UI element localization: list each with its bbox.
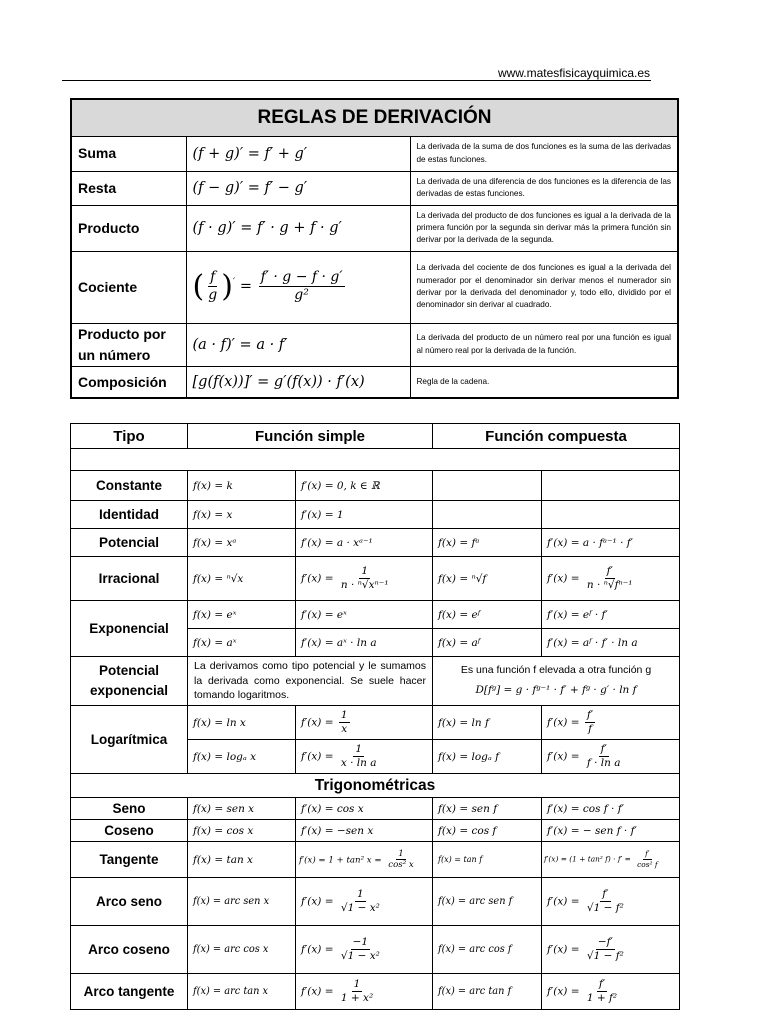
compound-function: f(x) = arc cos f: [433, 926, 542, 974]
type-label: Irracional: [71, 557, 188, 601]
compound-function: f(x) = ⁿ√f: [433, 557, 542, 601]
compound-function: f(x) = arc tan f: [433, 974, 542, 1010]
simple-derivative: [296, 740, 433, 774]
compound-derivative: [542, 842, 680, 878]
row-arco-seno: [71, 878, 680, 926]
fraction-numerator: 1: [355, 743, 363, 756]
simple-function: f(x) = cos x: [188, 820, 296, 842]
row-exponencial-e: [71, 601, 680, 629]
simple-derivative: [296, 706, 433, 740]
compound-derivative: f′(x) = aᶠ · f′ · ln a: [542, 629, 680, 657]
fraction-denominator: f · ln a: [586, 756, 621, 769]
compound-note: [433, 657, 680, 706]
simple-function: f(x) = x: [188, 501, 296, 529]
row-tangente: [71, 842, 680, 878]
rule-formula: ( $\frac{f}{g}$ )′ = $\frac{f' \cdot g - f \cdot g'}{\text{g²}}$: [186, 251, 410, 323]
type-label: Coseno: [71, 820, 188, 842]
rule-row-composicion: [71, 366, 678, 398]
fraction-numerator: 1: [398, 848, 404, 859]
compound-note-formula: D[fᵍ] = g · fᵍ⁻¹ · f′ + fᵍ · g′ · ln f: [475, 684, 637, 697]
simple-derivative: f′(x) = −sen x: [296, 820, 433, 842]
fraction-denominator: n · ⁿ√fⁿ⁻¹: [586, 578, 633, 591]
rule-description: La derivada del cociente de dos funciones es igual a la derivada del numerador por el denominador sin derivar menos el numerador sin derivar por la derivada del denominador y, todo ello, dividido por el denominador sin derivar al cuadrado.: [410, 251, 678, 323]
simple-derivative: f′(x) = eˣ: [296, 601, 433, 629]
compound-function: f(x) = arc sen f: [433, 878, 542, 926]
compound-function: f(x) = ln f: [433, 706, 542, 740]
row-logaritmica-ln: [71, 706, 680, 740]
fraction-numerator: 1: [361, 565, 369, 578]
compound-derivative: [542, 706, 680, 740]
compound-derivative: f′(x) = − sen f · f′: [542, 820, 680, 842]
rule-formula: (f · g)′ = f′ · g + f · g′: [186, 205, 410, 251]
fraction-numerator: f′: [606, 565, 613, 578]
derivative-prefix: f′(x) =: [547, 750, 580, 763]
compound-function: f(x) = logₐ f: [433, 740, 542, 774]
fraction-numerator: f′: [598, 978, 606, 991]
header-compound: Función compuesta: [433, 424, 680, 449]
compound-function: [433, 501, 542, 529]
fraction-numerator: 1: [340, 709, 348, 722]
simple-function: f(x) = sen x: [188, 798, 296, 820]
fraction-numerator: f′: [586, 709, 594, 722]
compound-function: f(x) = tan f: [433, 842, 542, 878]
rule-name: Suma: [71, 136, 186, 171]
simple-function: f(x) = ln x: [188, 706, 296, 740]
fraction-numerator: −f′: [597, 936, 613, 949]
derivative-prefix: f′(x) =: [301, 985, 334, 998]
compound-function: f(x) = aᶠ: [433, 629, 542, 657]
derivative-prefix: f′(x) =: [547, 716, 580, 729]
fraction-numerator: 1: [357, 888, 364, 901]
fraction-denominator: g: [208, 287, 218, 304]
compound-derivative: [542, 557, 680, 601]
rule-row-resta: [71, 171, 678, 205]
derivative-prefix: f′(x) =: [547, 572, 580, 585]
fraction-denominator: 1 + f²: [586, 991, 618, 1004]
compound-function: f(x) = eᶠ: [433, 601, 542, 629]
header-simple: Función simple: [188, 424, 433, 449]
type-label: Identidad: [71, 501, 188, 529]
rule-row-cociente: [71, 251, 678, 323]
fraction-numerator: −1: [352, 936, 369, 949]
compound-function: f(x) = sen f: [433, 798, 542, 820]
rule-description: La derivada del producto de dos funciones es igual a la derivada de la primera función por la segunda sin derivar más la primera función sin derivar por la derivada de la segunda.: [410, 205, 678, 251]
derivative-prefix: f′(x) =: [301, 572, 334, 585]
derivative-prefix: f′(x) = (1 + tan² f) · f′ =: [544, 854, 631, 864]
simple-derivative: f′(x) = 1: [296, 501, 433, 529]
rule-formula: (f + g)′ = f′ + g′: [186, 136, 410, 171]
row-coseno: [71, 820, 680, 842]
simple-derivative: [296, 974, 433, 1010]
rule-description: La derivada del producto de un número real por una función es igual al número real por la derivada de la función.: [410, 323, 678, 366]
site-url: www.matesfisicayquimica.es: [497, 66, 650, 80]
rule-name: Composición: [71, 366, 186, 398]
type-label: Potencial: [71, 529, 188, 557]
rule-formula: (a · f)′ = a · f′: [186, 323, 410, 366]
compound-function: [433, 471, 542, 501]
fraction-denominator: 1 + x²: [340, 991, 374, 1004]
fraction-denominator: √1 − x²: [340, 949, 380, 962]
row-identidad: [71, 501, 680, 529]
compound-derivative: f′(x) = a · fᵃ⁻¹ · f′: [542, 529, 680, 557]
simple-derivative: [296, 878, 433, 926]
blank-row: [71, 449, 680, 471]
simple-derivative: [296, 557, 433, 601]
simple-derivative: f′(x) = a · xᵃ⁻¹: [296, 529, 433, 557]
compound-function: f(x) = cos f: [433, 820, 542, 842]
rule-row-producto: [71, 205, 678, 251]
simple-derivative: [296, 926, 433, 974]
fraction-numerator: f′: [600, 743, 607, 756]
simple-function: f(x) = ⁿ√x: [188, 557, 296, 601]
simple-function: f(x) = arc cos x: [188, 926, 296, 974]
equals-sign: =: [239, 278, 252, 295]
rule-formula: [g(f(x))]′ = g′(f(x)) · f′(x): [186, 366, 410, 398]
simple-derivative: f′(x) = aˣ · ln a: [296, 629, 433, 657]
fraction-denominator: n · ⁿ√xⁿ⁻¹: [340, 578, 389, 591]
simple-derivative: f′(x) = cos x: [296, 798, 433, 820]
simple-function: f(x) = aˣ: [188, 629, 296, 657]
fraction-denominator: g²: [294, 287, 309, 304]
compound-derivative: [542, 740, 680, 774]
simple-note: La derivamos como tipo potencial y le sumamos la derivada como exponencial. Se suele hacer tomando logaritmos.: [188, 657, 433, 706]
compound-derivative: [542, 501, 680, 529]
type-label: Arco seno: [71, 878, 188, 926]
compound-function: f(x) = fᵃ: [433, 529, 542, 557]
rule-row-suma: [71, 136, 678, 171]
simple-function: f(x) = eˣ: [188, 601, 296, 629]
type-label: Seno: [71, 798, 188, 820]
fraction-denominator: √1 − f²: [586, 949, 624, 962]
simple-function: f(x) = xᵃ: [188, 529, 296, 557]
type-label: Arco tangente: [71, 974, 188, 1010]
row-potencial: [71, 529, 680, 557]
simple-function: f(x) = arc tan x: [188, 974, 296, 1010]
compound-derivative: [542, 878, 680, 926]
derivative-prefix: f′(x) =: [301, 943, 334, 956]
type-label: Potencial exponencial: [71, 657, 188, 706]
functions-table: [70, 423, 680, 1010]
section-title: Trigonométricas: [71, 774, 680, 798]
rules-title: REGLAS DE DERIVACIÓN: [71, 99, 678, 136]
type-label: Tangente: [71, 842, 188, 878]
rule-formula: (f − g)′ = f′ − g′: [186, 171, 410, 205]
derivative-prefix: f′(x) =: [301, 750, 334, 763]
fraction-denominator: x: [341, 722, 348, 735]
header-divider: [62, 80, 651, 81]
simple-derivative: [296, 842, 433, 878]
fraction-numerator: f′: [602, 888, 609, 901]
row-potencial-exponencial: [71, 657, 680, 706]
derivative-prefix: f′(x) =: [301, 895, 334, 908]
row-constante: [71, 471, 680, 501]
fraction-denominator: √1 − x²: [340, 901, 380, 914]
type-label: Constante: [71, 471, 188, 501]
compound-derivative: [542, 471, 680, 501]
fraction-numerator: f′ · g − f · g′: [260, 269, 343, 286]
type-label: Logarítmica: [71, 706, 188, 774]
compound-derivative: f′(x) = cos f · f′: [542, 798, 680, 820]
simple-function: f(x) = arc sen x: [188, 878, 296, 926]
simple-function: f(x) = k: [188, 471, 296, 501]
row-arco-tangente: [71, 974, 680, 1010]
type-label: Exponencial: [71, 601, 188, 657]
rule-description: La derivada de la suma de dos funciones es la suma de las derivadas de estas funciones.: [410, 136, 678, 171]
row-trig-title: [71, 774, 680, 798]
type-label: Arco coseno: [71, 926, 188, 974]
rule-name: Resta: [71, 171, 186, 205]
fraction-denominator: x · ln a: [340, 756, 377, 769]
header-type: Tipo: [71, 424, 188, 449]
derivative-prefix: f′(x) =: [547, 985, 580, 998]
rule-name: Producto: [71, 205, 186, 251]
fraction-numerator: 1: [353, 978, 361, 991]
simple-derivative: f′(x) = 0, k ∈ ℝ: [296, 471, 433, 501]
row-irracional: [71, 557, 680, 601]
rule-name: Cociente: [71, 251, 186, 323]
row-seno: [71, 798, 680, 820]
derivative-prefix: f′(x) =: [547, 943, 580, 956]
compound-derivative: f′(x) = eᶠ · f′: [542, 601, 680, 629]
fraction-denominator: f: [588, 722, 592, 735]
fraction-denominator: cos² f: [637, 859, 658, 869]
fraction-denominator: √1 − f²: [586, 901, 624, 914]
fraction-denominator: cos² x: [388, 859, 414, 870]
rule-name: Producto por un número: [71, 323, 186, 366]
compound-derivative: [542, 974, 680, 1010]
rule-description: Regla de la cadena.: [410, 366, 678, 398]
rule-row-producto-numero: [71, 323, 678, 366]
fraction-numerator: f′: [645, 849, 650, 858]
simple-function: f(x) = logₐ x: [188, 740, 296, 774]
rule-description: La derivada de una diferencia de dos funciones es la diferencia de las derivadas de estas funciones.: [410, 171, 678, 205]
row-arco-coseno: [71, 926, 680, 974]
fraction-numerator: f: [210, 269, 216, 286]
compound-derivative: [542, 926, 680, 974]
derivative-prefix: f′(x) =: [301, 716, 334, 729]
simple-function: f(x) = tan x: [188, 842, 296, 878]
compound-note-text: Es una función f elevada a otra función g: [460, 664, 652, 677]
rules-table: [70, 98, 679, 399]
derivative-prefix: f′(x) = 1 + tan² x =: [299, 855, 382, 866]
derivative-prefix: f′(x) =: [547, 895, 580, 908]
